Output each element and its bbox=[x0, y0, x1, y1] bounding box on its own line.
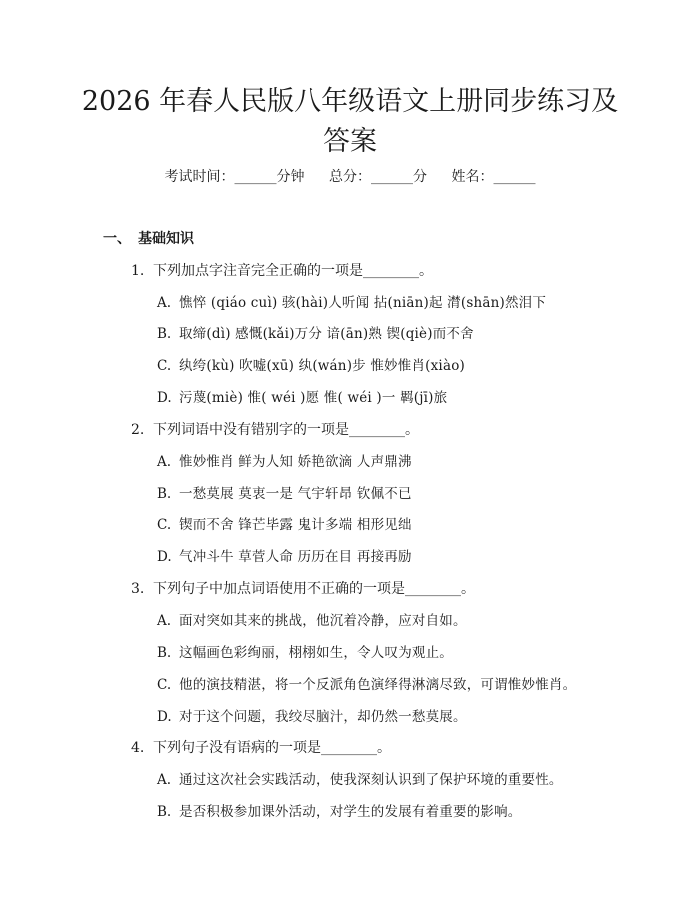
option-text: 对于这个问题，我绞尽脑汁，却仍然一愁莫展。 bbox=[179, 709, 467, 725]
question-text: 下列词语中没有错别字的一项是________。 bbox=[153, 422, 419, 438]
option-text: 气冲斗牛 草菅人命 历历在目 再接再励 bbox=[179, 549, 412, 565]
document-title bbox=[0, 82, 700, 162]
question-2-option-a bbox=[157, 451, 412, 473]
option-text: 污蔑(miè) 惟( wéi )愿 惟( wéi )一 羁(jī)旅 bbox=[179, 390, 448, 406]
option-letter: B. bbox=[157, 486, 172, 502]
student-name-field: 姓名：______ bbox=[451, 169, 536, 185]
question-1-option-d bbox=[157, 387, 447, 409]
title-line-1: 2026 年春人民版八年级语文上册同步练习及 bbox=[81, 86, 619, 117]
option-letter: D. bbox=[157, 549, 172, 565]
total-score-field: 总分：______分 bbox=[329, 169, 427, 185]
option-text: 憔悴 (qiáo cuì) 骇(hài)人听闻 拈(niān)起 潸(shān)然泪下 bbox=[179, 295, 547, 311]
section-label: 基础知识 bbox=[138, 231, 194, 247]
question-3 bbox=[131, 578, 475, 600]
question-2-option-d bbox=[157, 546, 412, 568]
question-1-option-c bbox=[157, 355, 465, 377]
option-letter: A. bbox=[157, 613, 172, 629]
option-letter: B. bbox=[157, 326, 172, 342]
exam-time-field: 考试时间：______分钟 bbox=[164, 169, 305, 185]
option-text: 这幅画色彩绚丽，栩栩如生，令人叹为观止。 bbox=[179, 645, 453, 661]
option-letter: A. bbox=[157, 295, 172, 311]
option-letter: C. bbox=[157, 517, 172, 533]
option-text: 取缔(dì) 感慨(kǎi)万分 谙(ān)熟 锲(qiè)而不舍 bbox=[179, 326, 474, 342]
question-number: 3. bbox=[131, 581, 145, 597]
question-3-option-b bbox=[157, 642, 453, 664]
question-1 bbox=[131, 260, 433, 282]
question-3-option-a bbox=[157, 610, 467, 632]
section-number: 一、 bbox=[103, 231, 131, 247]
question-2 bbox=[131, 419, 419, 441]
question-number: 4. bbox=[131, 740, 145, 756]
exam-meta bbox=[0, 166, 700, 188]
question-text: 下列句子没有语病的一项是________。 bbox=[153, 740, 391, 756]
option-text: 面对突如其来的挑战，他沉着冷静，应对自如。 bbox=[179, 613, 467, 629]
option-letter: D. bbox=[157, 390, 172, 406]
option-text: 锲而不舍 锋芒毕露 鬼计多端 相形见绌 bbox=[179, 517, 412, 533]
option-letter: C. bbox=[157, 358, 172, 374]
option-letter: D. bbox=[157, 709, 172, 725]
question-1-option-b bbox=[157, 323, 474, 345]
option-text: 纨绔(kù) 吹嘘(xū) 纨(wán)步 惟妙惟肖(xiào) bbox=[179, 358, 465, 374]
option-text: 通过这次社会实践活动，使我深刻认识到了保护环境的重要性。 bbox=[179, 772, 563, 788]
option-letter: A. bbox=[157, 454, 172, 470]
option-letter: B. bbox=[157, 804, 172, 820]
question-3-option-c bbox=[157, 674, 576, 696]
question-4-option-b bbox=[157, 801, 522, 823]
question-4-option-a bbox=[157, 769, 563, 791]
section-heading bbox=[103, 228, 194, 250]
question-2-option-c bbox=[157, 514, 412, 536]
question-number: 1. bbox=[131, 263, 145, 279]
option-letter: A. bbox=[157, 772, 172, 788]
question-text: 下列句子中加点词语使用不正确的一项是________。 bbox=[153, 581, 475, 597]
title-line-2: 答案 bbox=[323, 126, 377, 157]
option-text: 惟妙惟肖 鲜为人知 娇艳欲滴 人声鼎沸 bbox=[179, 454, 412, 470]
option-letter: B. bbox=[157, 645, 172, 661]
question-1-option-a bbox=[157, 292, 546, 314]
option-letter: C. bbox=[157, 677, 172, 693]
option-text: 一愁莫展 莫衷一是 气宇轩昂 钦佩不已 bbox=[179, 486, 412, 502]
question-2-option-b bbox=[157, 483, 412, 505]
option-text: 是否积极参加课外活动，对学生的发展有着重要的影响。 bbox=[179, 804, 522, 820]
question-4 bbox=[131, 737, 391, 759]
option-text: 他的演技精湛，将一个反派角色演绎得淋漓尽致，可谓惟妙惟肖。 bbox=[179, 677, 577, 693]
question-3-option-d bbox=[157, 706, 467, 728]
question-text: 下列加点字注音完全正确的一项是________。 bbox=[153, 263, 433, 279]
question-number: 2. bbox=[131, 422, 145, 438]
